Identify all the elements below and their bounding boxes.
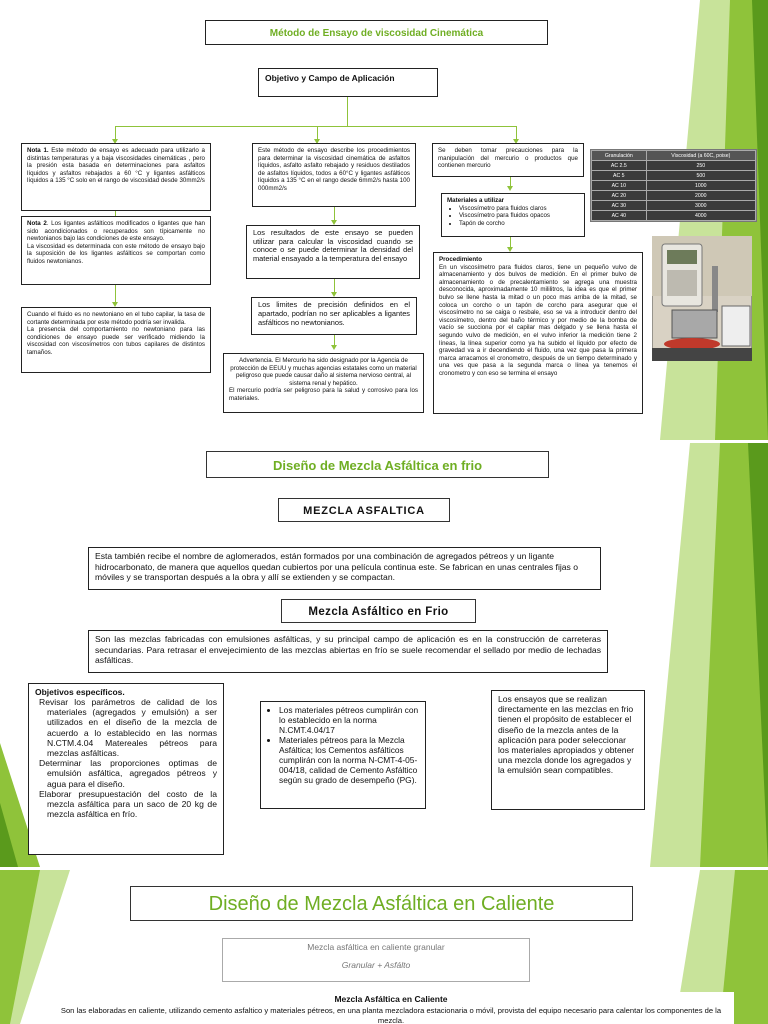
results-text: Los resultados de este ensayo se pueden utilizar para calcular la viscosidad cuando se conoce o se puede determinar la densidad del material ensayado a la temperatura del ensayo [253, 228, 413, 263]
precautions-text: Se deben tomar precauciones para la manipulación del mercurio o productos que contienen mercurio [438, 147, 578, 170]
table-cell: AC 5 [592, 171, 647, 181]
describe-text: Este método de ensayo describe los procedimientos para determinar la viscosidad cinemática de asfaltos líquidos, asfalto asfalto rebajado y residuos destilados de asfaltos líquidos, todos a 60°C y ligantes asfálticos líquidos a 135 °C en el rango desde 6mm2/s hasta 100 000mm2/s [258, 147, 410, 192]
connector-line [115, 126, 116, 140]
table-row [592, 181, 756, 191]
procedure-box [433, 252, 643, 414]
procedure-heading: Procedimiento [439, 256, 482, 263]
slide2-title-box [206, 451, 549, 478]
procedure-text: En un viscosímetro para fluidos claros, tiene un pequeño vulvo de almacenamiento y dos bulvos de medición. En el primer bulvo de almacenamiento o de precalentamiento se agrega una muestra desconocida, aproximadamente 10 mililitros, la idea es que el primer bulvo se llene hasta la mitad o un poco mas arriba de la mitad, se coloca un corcho o un tapón de corcho para asegurar que el viscosímetro no se caiga o resbale, eso se va a introducir dentro del viscosímetro, dentro del baño térmico y por medio de la bomba de vacío se succiona por el capilar mas delgado y se llena hasta el segundo vulvo de medición, en el vulvo inferior la medición tiene 2 líneas, la línea superior como ya ha subido el liquido por efecto de gravedad va a ir decendiendo el fluido, una vez que pasa la primera marca arracamos el cronometro, después de un tiempo determinado y una ves que pasa a la segunda marca o línea ya tenemos el cronometro y con eso se termina el ensayo [439, 263, 637, 377]
table-cell: 500 [646, 171, 755, 181]
slide-mezcla-frio [0, 443, 768, 867]
connector-line [317, 126, 318, 140]
limits-box [251, 297, 417, 335]
table-cell: 1000 [646, 181, 755, 191]
mezcla-heading-box [278, 498, 450, 522]
mezcla-definition-box [88, 547, 601, 590]
materials-item: • Viscosímetro para fluidos opacos [459, 212, 579, 220]
materials-box [441, 193, 585, 237]
table-cell: 2000 [646, 191, 755, 201]
table-row [592, 211, 756, 221]
viscosity-table [590, 149, 757, 222]
caliente-text: Son las elaboradas en caliente, utilizando cemento asfaltico y materiales pétreos, en una planta mezcladora estacionaria o móvil, provista del equipo necesario para calentar los componentes de la mezcla. [60, 1006, 722, 1024]
nota2-label: Nota 2 [27, 220, 47, 227]
table-row [592, 201, 756, 211]
mezcla-definition: Esta también recibe el nombre de aglomerados, están formados por una combinación de agregados pétreos y un ligante hidrocarbonato, de manera que aquellos quedan cubiertos por una película continua este. Se fabrican en unas centrales fijas o móviles y se transportan después a la obra y allí se extienden y se compactan. [95, 551, 579, 582]
table-cell: AC 20 [592, 191, 647, 201]
slide2-title: Diseño de Mezcla Asfáltica en frio [272, 458, 483, 473]
caliente-heading: Mezcla Asfáltica en Caliente [334, 994, 448, 1004]
limits-text: Los limites de precisión definidos en el apartado, podrían no ser aplicables a ligantes asfálticos no newtonianos. [258, 300, 410, 327]
nota2-text-b: La viscosidad es determinada con este método de ensayo bajo la suposición de los ligantes asfálticos se comportan como fluidos newtonianos. [27, 242, 205, 265]
slide3-subtitle: Mezcla asfáltica en caliente granular [307, 942, 445, 952]
slide3-title-box [130, 886, 633, 921]
table-header: Viscosidad (a 60C, poise) [646, 151, 755, 161]
nota2-text: . Los ligantes asfálticos modificados o ligantes que han sido acondicionados o recuperados son típicamente no newtonianos bajo las condiciones de este ensayo. [27, 220, 205, 243]
materials-norms-box [260, 701, 426, 809]
materials-item: • Tapón de corcho [459, 220, 579, 228]
objective-item: Determinar las proporciones optimas de emulsión asfáltica, agregados pétreos y agua para el diseño. [39, 758, 217, 789]
warning-box [223, 353, 424, 413]
slide-viscosidad [0, 0, 768, 440]
table-cell: AC 10 [592, 181, 647, 191]
tests-text: Los ensayos que se realizan directamente en las mezclas en frio tienen el propósito de establecer el diseño de la mezcla antes de la aplicación para poder seleccionar los materiales apropiados y obtener una mezcla donde los agregados y la emulsión sean compatibles. [498, 694, 635, 776]
tests-box [491, 690, 645, 810]
arrow-head [507, 186, 513, 191]
warning-text-a: Advertencia. El Mercurio ha sido designado por la Agencia de protección de EEUU y muchas agencias estatales como un material peligroso que puede causar daño al sistema nervioso central, al sistema renal y hepático. [230, 357, 417, 387]
objective-heading: Objetivo y Campo de Aplicación [265, 73, 395, 83]
table-cell: 4000 [646, 211, 755, 221]
frio-definition-box [88, 630, 608, 673]
objectives-box [28, 683, 224, 855]
mezcla-heading: MEZCLA ASFALTICA [303, 505, 425, 517]
objective-item: Elaborar presupuestación del costo de la mezcla asfáltica para un saco de 20 kg de mezcla asfáltica en frío. [39, 788, 217, 820]
connector-line [516, 126, 517, 140]
nota1-box [21, 143, 211, 211]
warning-text-b: El mercurio podría ser peligroso para la salud y corrosivo para los materiales. [229, 387, 418, 402]
table-row [592, 161, 756, 171]
viscometer-photo [652, 236, 752, 361]
slide-mezcla-caliente [0, 870, 768, 1024]
table-row [592, 191, 756, 201]
objective-item: Revisar los parámetros de calidad de los materiales (agregados y emulsión) a ser utilizados en el diseño de la mezcla de acuerdo a lo establecido en las normas N.CTM.4.04 Matereales pétreos para mezclas asfálticas. [39, 697, 217, 759]
materials-item: • Viscosímetro para fluidos claros [459, 205, 579, 213]
caliente-box [48, 992, 734, 1024]
non-newtonian-text-a: Cuando el fluido es no newtoniano en el tubo capilar, la tasa de cortante determinada por este método podría ser invalida. [27, 311, 205, 326]
describe-box [252, 143, 416, 207]
frio-definition: Son las mezclas fabricadas con emulsiones asfálticas, y su principal campo de aplicación es en la construcción de carreteras secundarias. Para retrasar el envejecimiento de las mezclas abiertas en frío se suele recomendar el sellado por medio de lechadas asfálticas. [95, 634, 601, 665]
materials-heading: Materiales a utilizar [447, 197, 505, 204]
nota1-label: Nota 1. [27, 147, 49, 154]
objectives-heading: Objetivos específicos. [35, 687, 125, 697]
nota1-text: Este método de ensayo es adecuado para utilizarlo a distintas temperaturas y a baja viscosidades cinemáticas , pero la presión esta basada en determinaciones para asfaltos líquidos y asfaltos rebajados a 60 °C y ligantes asfálticos líquidos a 135 °C solo en el rango de viscosidad desde 30mm2/s [27, 147, 205, 185]
table-cell: 250 [646, 161, 755, 171]
slide-title: Método de Ensayo de viscosidad Cinemática [269, 28, 484, 39]
frio-heading-box [281, 599, 476, 623]
slide3-title: Diseño de Mezcla Asfáltica en Caliente [208, 893, 555, 915]
nota2-box [21, 216, 211, 285]
table-cell: AC 40 [592, 211, 647, 221]
arrow-head [331, 345, 337, 350]
frio-heading: Mezcla Asfáltico en Frio [308, 606, 449, 618]
slide3-formula: Granular + Asfálto [341, 960, 411, 970]
non-newtonian-box [21, 307, 211, 373]
table-cell: AC 2.5 [592, 161, 647, 171]
materials-list [447, 205, 579, 228]
table-cell: 3000 [646, 201, 755, 211]
table-header: Granulación [592, 151, 647, 161]
connector-line [115, 126, 517, 127]
title-box [205, 20, 548, 45]
table-cell: AC 30 [592, 201, 647, 211]
subtitle-box [222, 938, 530, 982]
connector-line [347, 97, 348, 127]
table-row [592, 171, 756, 181]
objective-heading-box [258, 68, 438, 97]
precautions-box [432, 143, 584, 177]
materials-norm-item: • Materiales pétreos para la Mezcla Asfáltica; los Cementos asfálticos cumplirán con la norma N-CMT-4-05-004/18, calidad de Cemento Asfáltico según su grado de desempeño (PG). [279, 735, 421, 785]
non-newtonian-text-b: La presencia del comportamiento no newtoniano para las condiciones de ensayo puede ser verificado midiendo la viscosidad con viscosímetros con tubos capilares de distintos tamaños. [27, 326, 205, 356]
results-box [246, 225, 420, 279]
materials-norm-item: • Los materiales pétreos cumplirán con lo establecido en la norma N.CMT.4.04/17 [279, 705, 421, 735]
objectives-list [29, 697, 223, 819]
materials-norms-list [261, 702, 425, 785]
